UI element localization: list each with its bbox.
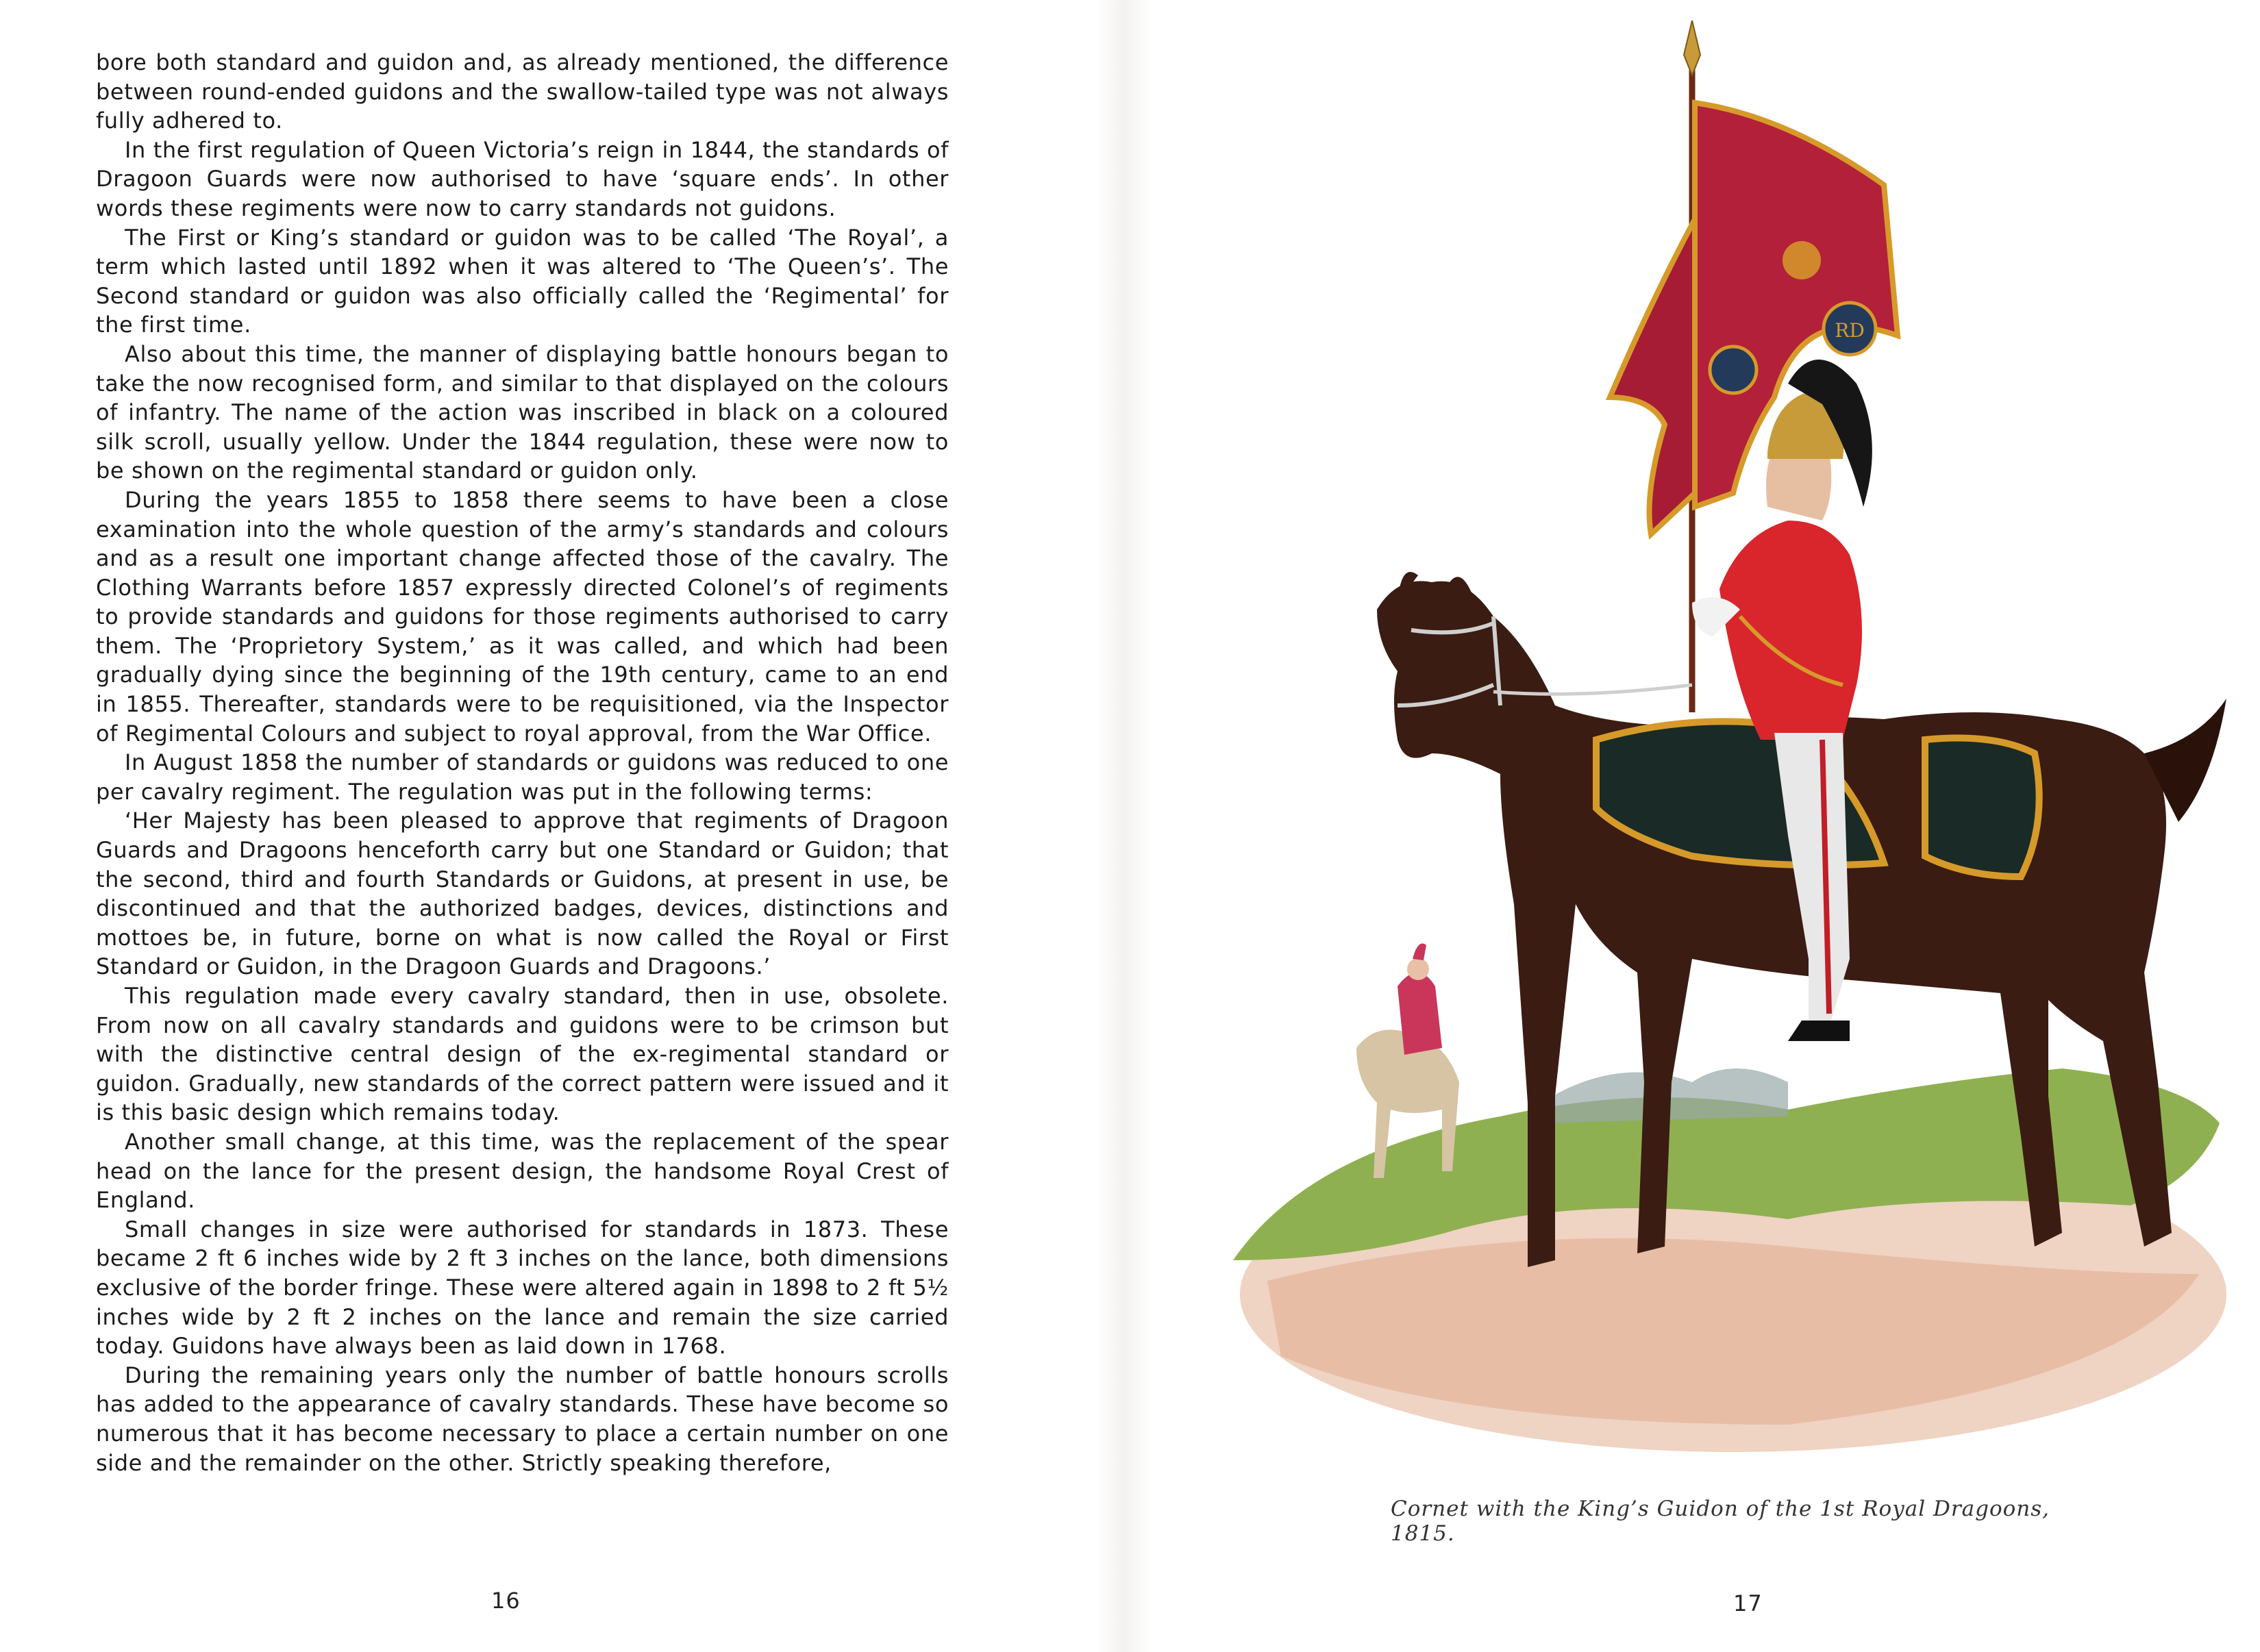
paragraph: In the first regulation of Queen Victoria’s reign in 1844, the standards of Dragoon Guards were now authorised to have ‘square ends’. In other words these regiments were now to carry standards not guidons.: [96, 136, 949, 221]
guidon-roundel: [1783, 241, 1821, 279]
paragraph: In August 1858 the number of standards or guidons was reduced to one per cavalry regiment. The regulation was put in the following terms:: [96, 749, 949, 805]
guidon-swallowtail: [1610, 219, 1695, 534]
paragraph: During the years 1855 to 1858 there seems to have been a close examination into the whole question of the army’s standards and colours and as a result one important change affected those of the cavalry. The Clothing Warrants before 1857 expressly directed Colonel’s of regiments to provide standards and guidons for those regiments authorised to carry them. The ‘Proprietory System,’ as it was called, and which had been gradually dying since the beginning of the 19th century, came to an end in 1855. Thereafter, standards were to be requisitioned, via the Inspector of Regimental Colours and subject to royal approval, from the War Office.: [96, 486, 949, 747]
paragraph: bore both standard and guidon and, as already mentioned, the difference between round-ended guidons and the swallow-tailed type was not always fully adhered to.: [96, 49, 949, 134]
guidon-roundel: [1710, 347, 1756, 393]
illustration-caption: Cornet with the King’s Guidon of the 1st Royal Dragoons, 1815.: [1391, 1497, 2050, 1546]
paragraph: Another small change, at this time, was the replacement of the spear head on the lance for the present design, the handsome Royal Crest of England.: [96, 1128, 949, 1214]
left-page: [96, 48, 949, 1575]
cornet-illustration: [1171, 14, 2233, 1466]
quotation-paragraph: ‘Her Majesty has been pleased to approve that regiments of Dragoon Guards and Dragoons henceforth carry but one Standard or Guidon; that the second, third and fourth Standards or Guidons, at present in use, be discontinued and that the authorized badges, devices, distinctions and mottoes be, in future, borne on what is now called the Royal or First Standard or Guidon, in the Dragoon Guards and Dragoons.’: [96, 808, 949, 980]
lance-head: [1684, 21, 1700, 75]
saddlecloth-rear: [1925, 738, 2039, 877]
page-number-left: 16: [491, 1588, 521, 1614]
paragraph: This regulation made every cavalry standard, then in use, obsolete. From now on all cavalry standards and guidons were to be crimson but with the distinctive central design of the ex-regimental standard or guidon. Gradually, new standards of the correct pattern were issued and it is this basic design which remains today.: [96, 983, 949, 1126]
paragraph: Small changes in size were authorised for standards in 1873. These became 2 ft 6 inches wide by 2 ft 3 inches on the lance, both dimensions exclusive of the border fringe. These were altered again in 1898 to 2 ft 5½ inches wide by 2 ft 2 inches on the lance and remain the size carried today. Guidons have always been as laid down in 1768.: [96, 1216, 949, 1360]
right-page: [1130, 0, 2260, 1652]
page-number-right: 17: [1733, 1590, 1763, 1616]
paragraph: During the remaining years only the number of battle honours scrolls has added to the appearance of cavalry standards. These have become so numerous that it has become necessary to place a certain number on one side and the remainder on the other. Strictly speaking therefore,: [96, 1362, 949, 1476]
paragraph: The First or King’s standard or guidon was to be called ‘The Royal’, a term which lasted until 1892 when it was altered to ‘The Queen’s’. The Second standard or guidon was also officially called the ‘Regimental’ for the first time.: [96, 224, 949, 338]
guidon-badge-text: RD: [1835, 319, 1865, 342]
paragraph: Also about this time, the manner of displaying battle honours began to take the now recognised form, and similar to that displayed on the colours of infantry. The name of the action was inscribed in black on a coloured silk scroll, usually yellow. Under the 1844 regulation, these were now to be shown on the regimental standard or guidon only.: [96, 340, 949, 484]
